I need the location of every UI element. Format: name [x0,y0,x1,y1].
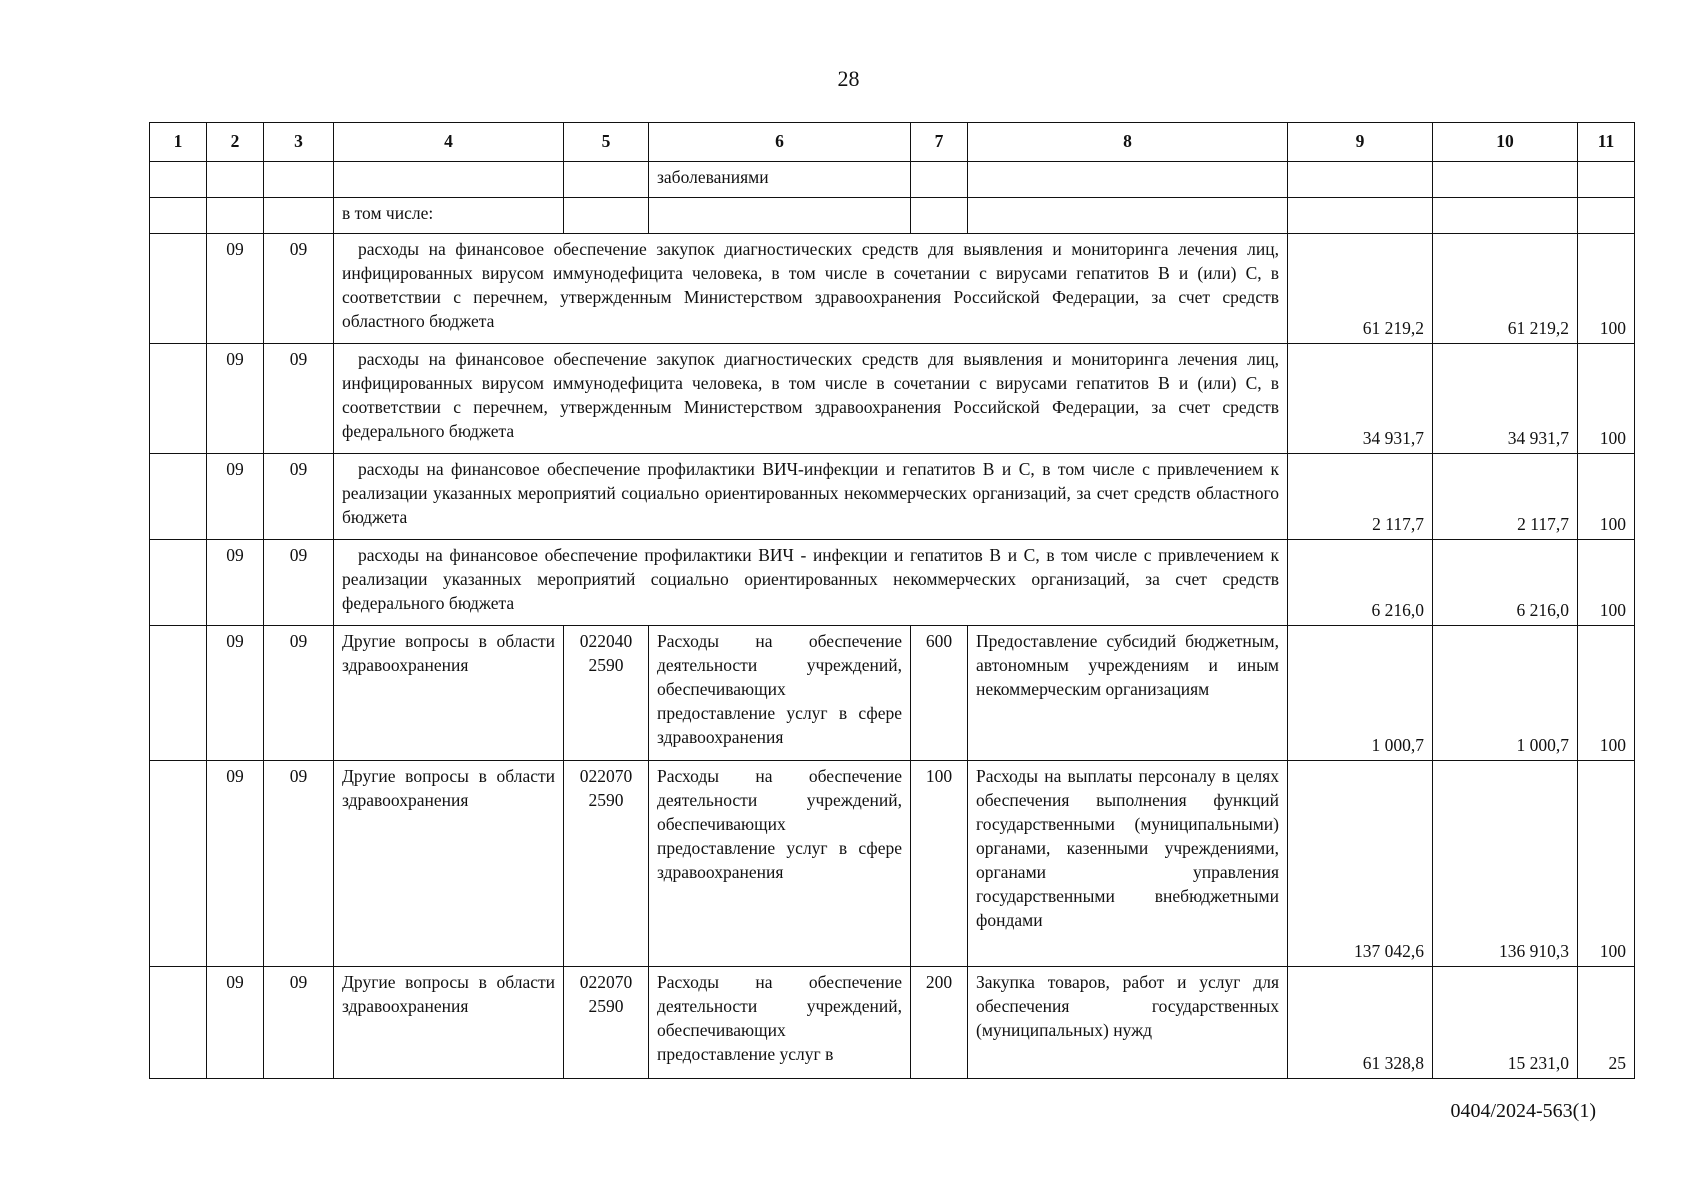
executed-amount: 61 219,2 [1433,234,1578,344]
execution-percent: 100 [1578,344,1635,454]
subsection-code: 09 [264,540,334,626]
table-row [150,344,1635,454]
header-row [150,123,1635,162]
target-article-name: Расходы на обеспечение деятельности учреждений, обеспечивающих предоставление услуг в [649,967,911,1079]
subsection-code: 09 [264,967,334,1079]
expense-description: расходы на финансовое обеспечение профилактики ВИЧ - инфекции и гепатитов B и C, в том числе с привлечением к реализации указанных мероприятий социально ориентированных некоммерческих организаций, за счет средств федерального бюджета [334,540,1288,626]
execution-percent: 100 [1578,234,1635,344]
table-row [150,626,1635,761]
header-cell: 9 [1288,123,1433,162]
planned-amount: 34 931,7 [1288,344,1433,454]
executed-amount: 34 931,7 [1433,344,1578,454]
expense-type-code: 100 [911,761,968,967]
expense-description: расходы на финансовое обеспечение закупок диагностических средств для выявления и мониторинга лечения лиц, инфицированных вирусом иммунодефицита человека, в том числе в сочетании с вирусами гепатитов B и (или) C, в соответствии с перечнем, утвержденным Министерством здравоохранения Российской Федерации, за счет средств областного бюджета [334,234,1288,344]
section-code: 09 [207,967,264,1079]
header-cell: 5 [564,123,649,162]
execution-percent: 100 [1578,540,1635,626]
planned-amount: 137 042,6 [1288,761,1433,967]
continuation-row [150,162,1635,198]
header-cell: 7 [911,123,968,162]
target-article-name: Расходы на обеспечение деятельности учреждений, обеспечивающих предоставление услуг в сфере здравоохранения [649,626,911,761]
table-row [150,761,1635,967]
section-name: Другие вопросы в области здравоохранения [334,761,564,967]
section-code: 09 [207,540,264,626]
header-cell: 8 [968,123,1288,162]
table-row [150,967,1635,1079]
expense-description: расходы на финансовое обеспечение закупок диагностических средств для выявления и мониторинга лечения лиц, инфицированных вирусом иммунодефицита человека, в том числе в сочетании с вирусами гепатитов B и (или) C, в соответствии с перечнем, утвержденным Министерством здравоохранения Российской Федерации, за счет средств федерального бюджета [334,344,1288,454]
header-cell: 6 [649,123,911,162]
executed-amount: 136 910,3 [1433,761,1578,967]
table-row [150,454,1635,540]
planned-amount: 1 000,7 [1288,626,1433,761]
target-article-name: Расходы на обеспечение деятельности учреждений, обеспечивающих предоставление услуг в сфере здравоохранения [649,761,911,967]
executed-amount: 2 117,7 [1433,454,1578,540]
subsection-code: 09 [264,761,334,967]
expense-type-code: 200 [911,967,968,1079]
section-code: 09 [207,454,264,540]
planned-amount: 61 219,2 [1288,234,1433,344]
execution-percent: 25 [1578,967,1635,1079]
header-cell: 3 [264,123,334,162]
table-row [150,234,1635,344]
section-name: Другие вопросы в области здравоохранения [334,626,564,761]
section-code: 09 [207,234,264,344]
header-cell: 1 [150,123,207,162]
executed-amount: 15 231,0 [1433,967,1578,1079]
section-name: Другие вопросы в области здравоохранения [334,967,564,1079]
header-cell: 2 [207,123,264,162]
planned-amount: 2 117,7 [1288,454,1433,540]
planned-amount: 61 328,8 [1288,967,1433,1079]
table-row [150,540,1635,626]
continuation-text: заболеваниями [649,162,911,198]
budget-table [149,122,1635,1079]
section-code: 09 [207,344,264,454]
execution-percent: 100 [1578,626,1635,761]
execution-percent: 100 [1578,761,1635,967]
expense-type-name: Расходы на выплаты персоналу в целях обеспечения выполнения функций государственными (муниципальными) органами, казенными учреждениями, органами управления государственными внебюджетными фондами [968,761,1288,967]
target-article-code: 022040 2590 [564,626,649,761]
section-code: 09 [207,626,264,761]
page-number: 28 [837,66,860,91]
target-article-code: 022070 2590 [564,967,649,1079]
subsection-code: 09 [264,454,334,540]
subsection-code: 09 [264,626,334,761]
target-article-code: 022070 2590 [564,761,649,967]
including-row [150,198,1635,234]
executed-amount: 6 216,0 [1433,540,1578,626]
expense-description: расходы на финансовое обеспечение профилактики ВИЧ-инфекции и гепатитов B и C, в том числе с привлечением к реализации указанных мероприятий социально ориентированных некоммерческих организаций, за счет средств областного бюджета [334,454,1288,540]
subsection-code: 09 [264,234,334,344]
header-cell: 4 [334,123,564,162]
expense-type-name: Предоставление субсидий бюджетным, автономным учреждениям и иным некоммерческим организациям [968,626,1288,761]
expense-type-name: Закупка товаров, работ и услуг для обеспечения государственных (муниципальных) нужд [968,967,1288,1079]
executed-amount: 1 000,7 [1433,626,1578,761]
section-code: 09 [207,761,264,967]
header-cell: 10 [1433,123,1578,162]
subsection-code: 09 [264,344,334,454]
document-code: 0404/2024-563(1) [1450,1100,1596,1122]
including-label: в том числе: [334,198,564,234]
header-cell: 11 [1578,123,1635,162]
planned-amount: 6 216,0 [1288,540,1433,626]
expense-type-code: 600 [911,626,968,761]
execution-percent: 100 [1578,454,1635,540]
